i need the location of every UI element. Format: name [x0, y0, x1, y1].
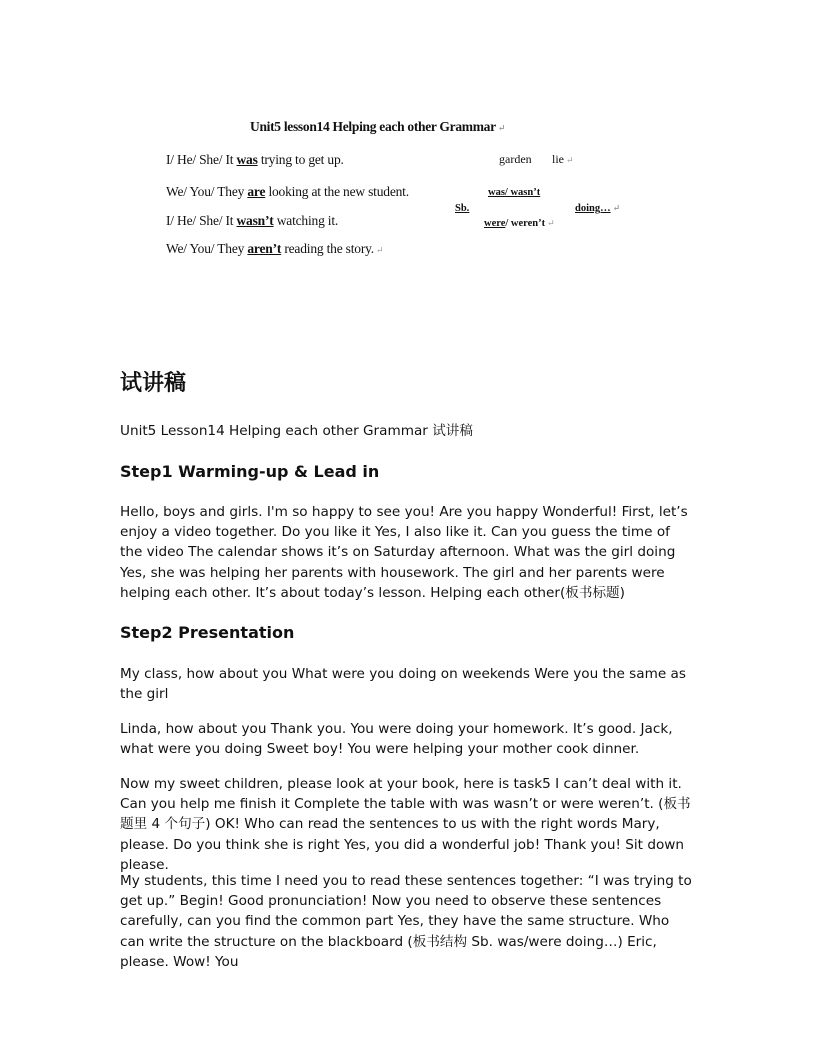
board-were-werent: were/ weren’t ↵: [484, 218, 555, 229]
board-sentence-2: We/ You/ They are looking at the new student.: [166, 184, 409, 199]
page-heading: 试讲稿: [120, 370, 187, 396]
board-was-wasnt: was/ wasn’t: [488, 187, 541, 198]
board-word-garden: garden: [499, 152, 532, 166]
step2-paragraph-3: Now my sweet children, please look at your book, here is task5 I can’t deal with it. Can you help me finish it Complete the table with was wasn’t or were weren’t. (板书题里 4 个句子) OK! Who can read the sentences to us with the right words Mary, please. Do you think she is right Yes, you did a wonderful job! Thank you! Sit down please.: [120, 776, 691, 873]
step1-paragraph: Hello, boys and girls. I'm so happy to see you! Are you happy Wonderful! First, let’s enjoy a video together. Do you like it Yes, I also like it. Can you guess the time of the video The calendar shows it’s on Saturday afternoon. What was the girl doing Yes, she was helping her parents with housework. The girl and her parents were helping each other. It’s about today’s lesson. Helping each other(板书标题): [120, 504, 688, 601]
board-subject: Sb.: [455, 203, 470, 214]
blackboard-image: [160, 112, 640, 282]
step2-heading: Step2 Presentation: [120, 623, 295, 642]
board-sentence-3: I/ He/ She/ It wasn’t watching it.: [166, 213, 339, 228]
step2-paragraph-4: My students, this time I need you to read these sentences together: “I was trying to get up.” Begin! Good pronunciation! Now you need to observe these sentences carefully, can you find the common part Yes, they have the same structure. Who can write the structure on the blackboard (板书结构 Sb. was/were doing…) Eric, please. Wow! You: [120, 873, 692, 970]
step2-paragraph-2: Linda, how about you Thank you. You were doing your homework. It’s good. Jack, what were you doing Sweet boy! You were helping your mother cook dinner.: [120, 721, 673, 758]
board-sentence-1: I/ He/ She/ It was trying to get up.: [166, 152, 344, 167]
document-subtitle: Unit5 Lesson14 Helping each other Grammar 试讲稿: [120, 423, 473, 439]
board-title: Unit5 lesson14 Helping each other Grammar ↵: [250, 119, 506, 134]
step1-heading: Step1 Warming-up & Lead in: [120, 462, 380, 481]
step2-paragraph-1: My class, how about you What were you doing on weekends Were you the same as the girl: [120, 666, 686, 703]
board-word-lie: lie ↵: [552, 152, 574, 166]
board-doing: doing… ↵: [575, 203, 621, 214]
board-sentence-4: We/ You/ They aren’t reading the story. ↵: [166, 241, 384, 256]
